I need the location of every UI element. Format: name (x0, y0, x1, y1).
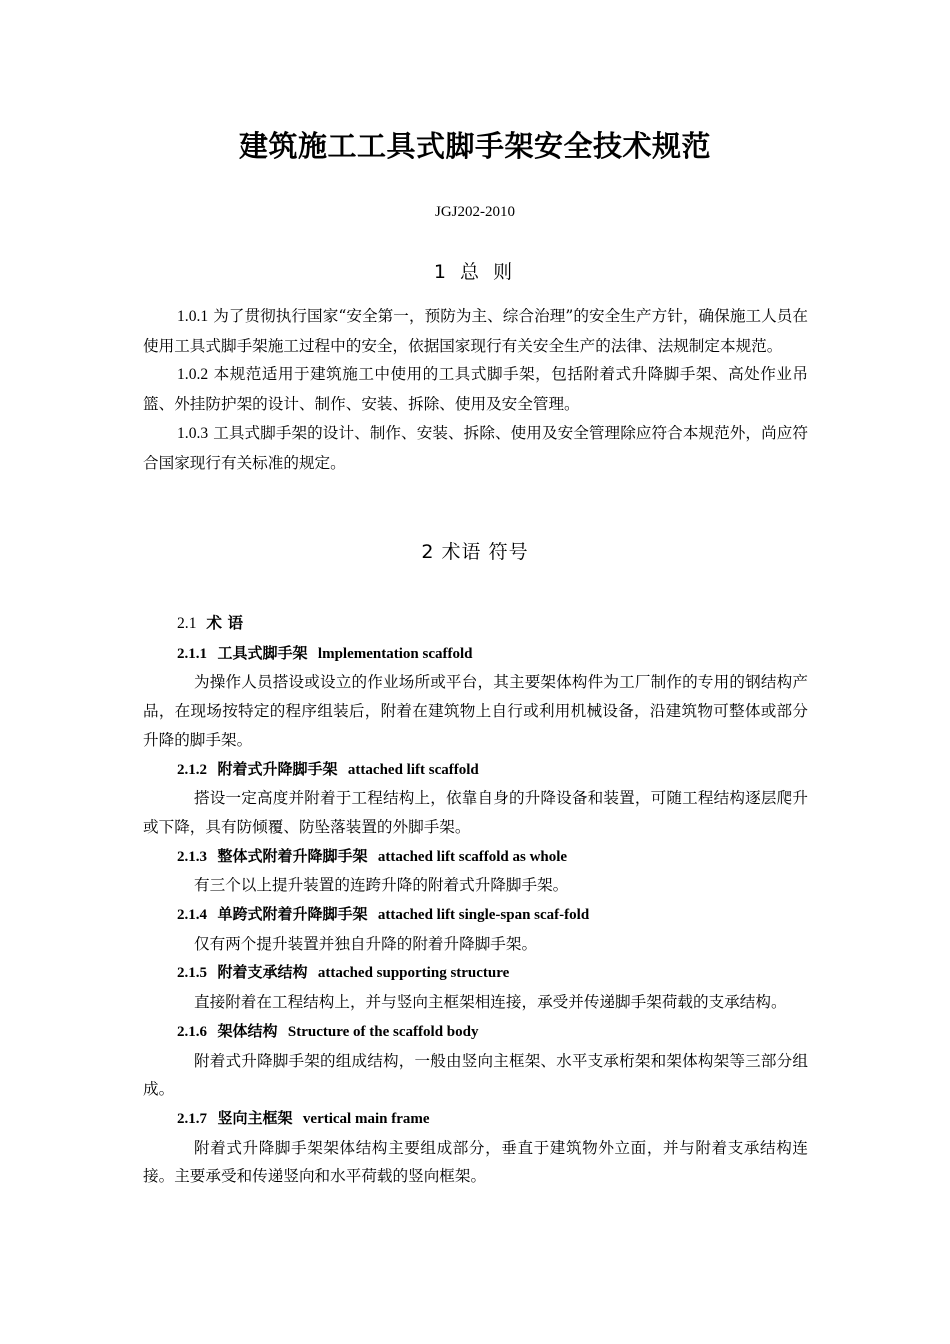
term-definition: 附着式升降脚手架架体结构主要组成部分，垂直于建筑物外立面，并与附着支承结构连接。主要承受和传递竖向和水平荷载的竖向框架。 (143, 1138, 808, 1186)
term-definition: 为操作人员搭设或设立的作业场所或平台，其主要架体构件为工厂制作的专用的钢结构产品，在现场按特定的程序组装后，附着在建筑物上自行或利用机械设备，沿建筑物可整体或部分升降的脚手架。 (143, 673, 808, 749)
term-heading (143, 1017, 808, 1047)
term-zh: 工具式脚手架 (217, 643, 308, 662)
clause (143, 419, 808, 477)
clause-text: 工具式脚手架的设计、制作、安装、拆除、使用及安全管理除应符合本规范外，尚应符合国家现行有关标准的规定。 (143, 423, 808, 472)
term-zh: 架体结构 (217, 1021, 278, 1040)
term-zh: 竖向主框架 (217, 1108, 293, 1127)
term-zh: 单跨式附着升降脚手架 (217, 905, 368, 924)
standard-code: JGJ202-2010 (434, 204, 515, 220)
clause-text: 为了贯彻执行国家“安全第一，预防为主、综合治理”的安全生产方针，确保施工人员在使用工具式脚手架施工过程中的安全，依据国家现行有关安全生产的法律、法规制定本规范。 (143, 307, 808, 355)
term-definition: 仅有两个提升装置并独自升降的附着升降脚手架。 (194, 934, 538, 953)
chapter-2-heading: 2 术语 符号 (421, 541, 529, 563)
term-number: 2.1.3 (177, 848, 207, 865)
term-en: Structure of the scaffold body (287, 1023, 479, 1040)
term-number: 2.1.2 (177, 761, 207, 778)
term-definition: 附着式升降脚手架的组成结构，一般由竖向主框架、水平支承桁架和架体构架等三部分组成。 (143, 1051, 808, 1099)
term-definition: 有三个以上提升装置的连跨升降的附着式升降脚手架。 (194, 876, 569, 895)
term-heading (143, 842, 808, 872)
term-heading (143, 958, 808, 988)
clause-number: 1.0.2 (177, 366, 209, 384)
clause (143, 302, 808, 360)
term-number: 2.1.4 (177, 907, 207, 924)
chapter-1-heading: 1 总 则 (433, 261, 517, 283)
clause-text: 本规范适用于建筑施工中使用的工具式脚手架，包括附着式升降脚手架、高处作业吊篮、外挂防护架的设计、制作、安装、拆除、使用及安全管理。 (143, 365, 808, 414)
chapter-2-body (143, 609, 808, 1191)
term-zh: 附着支承结构 (217, 963, 308, 982)
term-en: attached lift scaffold (347, 761, 479, 778)
clause-number: 1.0.1 (177, 308, 209, 325)
term-en: lmplementation scaffold (317, 645, 473, 662)
term-number: 2.1.5 (177, 965, 207, 982)
term-heading (143, 900, 808, 930)
term-heading (143, 639, 808, 669)
section-title: 术 语 (206, 613, 244, 632)
term-zh: 整体式附着升降脚手架 (217, 846, 368, 865)
clause (143, 360, 808, 418)
section-heading (143, 609, 808, 639)
chapter-1-body (143, 302, 808, 477)
term-en: attached lift single-span scaf-fold (377, 907, 590, 924)
document-title: 建筑施工工具式脚手架安全技术规范 (238, 129, 711, 163)
term-number: 2.1.1 (177, 645, 207, 662)
clause-number: 1.0.3 (177, 424, 209, 442)
term-en: attached lift scaffold as whole (377, 848, 568, 865)
section-number: 2.1 (177, 615, 197, 632)
term-en: vertical main frame (302, 1110, 430, 1127)
term-heading (143, 1104, 808, 1134)
term-number: 2.1.7 (177, 1110, 207, 1127)
term-number: 2.1.6 (177, 1023, 207, 1040)
term-definition: 直接附着在工程结构上，并与竖向主框架相连接，承受并传递脚手架荷载的支承结构。 (194, 993, 787, 1012)
term-zh: 附着式升降脚手架 (217, 759, 338, 778)
term-en: attached supporting structure (317, 965, 510, 982)
term-heading (143, 755, 808, 785)
term-definition: 搭设一定高度并附着于工程结构上，依靠自身的升降设备和装置，可随工程结构逐层爬升或下降，具有防倾覆、防坠落装置的外脚手架。 (143, 789, 808, 836)
